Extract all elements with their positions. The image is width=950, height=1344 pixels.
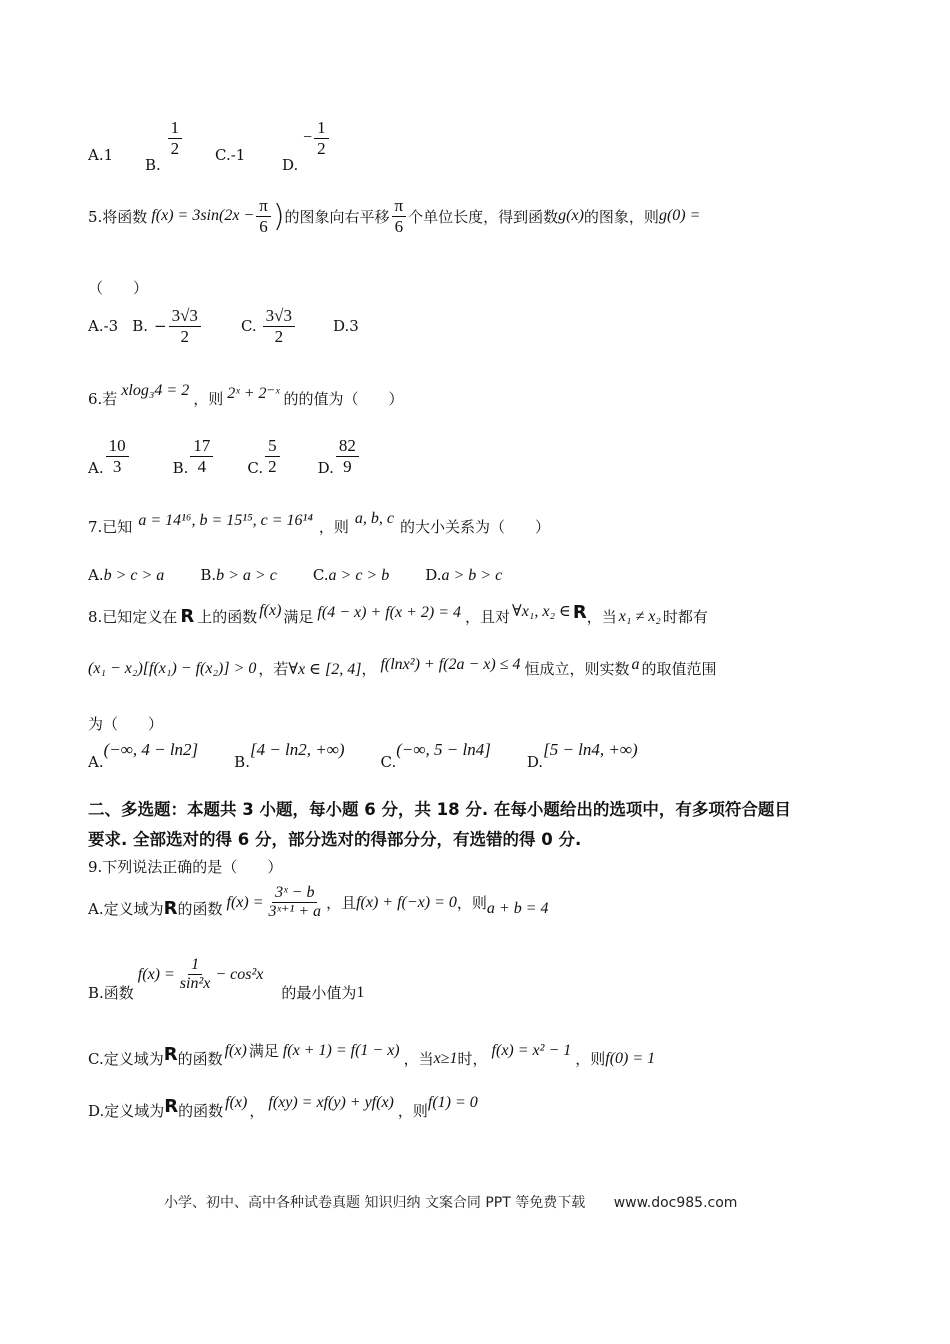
- q7-options: A.b > c > a B.b > a > c C.a > c > b D.a > b > c: [88, 566, 503, 584]
- q8-options: A. (−∞, 4 − ln2] B. [4 − ln2, +∞) C. (−∞, 5 − ln4] D. [5 − ln4, +∞): [88, 740, 638, 771]
- footer-url[interactable]: www.doc985.com: [613, 1195, 738, 1211]
- q4-option-d: D. − $\frac{1}{2}$: [282, 118, 331, 158]
- question-8-line2: (x₁ − x₂)[f(x₁) − f(x₂)] > 0 ，若 ∀x ∈ [2, 4] ， f(lnx²) + f(2a − x) ≤ 4 恒成立，则实数 a 的取值范围: [88, 655, 717, 678]
- q5-options: A.-3 B. − $\frac{3√3}{2}$ C. $\frac{3√3}{2}$ D.3: [88, 306, 359, 346]
- q6-option-b: B. $\frac{17}{4}$: [173, 436, 216, 476]
- q9-option-d: D.定义域为 R 的函数 f(x) ， f(xy) = xf(y) + yf(x) ，则 f(1) = 0: [88, 1093, 478, 1120]
- q4-option-a: A.1: [88, 146, 114, 164]
- q6-option-a: A. $\frac{10}{3}$: [88, 436, 131, 476]
- q4-option-b: B. $\frac{1}{2}$: [145, 118, 184, 158]
- footer-text: 小学、初中、高中各种试卷真题 知识归纳 文案合同 PPT 等免费下载: [164, 1195, 586, 1211]
- q5-paren: （ ）: [88, 279, 149, 297]
- q4-option-c: C.-1: [215, 146, 246, 164]
- question-9-title: 9.下列说法正确的是（ ）: [88, 858, 283, 876]
- question-7: 7.已知 a = 14¹⁶, b = 15¹⁵, c = 16¹⁴ ，则 a, b, c 的大小关系为（ ）: [88, 509, 551, 536]
- q9-option-c: C.定义域为 R 的函数 f(x) 满足 f(x + 1) = f(1 − x) ，当 x≥1 时， f(x) = x² − 1 ，则 f(0) = 1: [88, 1041, 656, 1068]
- q6-options: [88, 436, 361, 476]
- q6-option-d: D. $\frac{82}{9}$: [318, 436, 361, 476]
- question-6: 6.若 xlog₃4 = 2 ，则 2ˣ + 2⁻ˣ 的的值为（ ）: [88, 381, 404, 408]
- q6-option-c: C. $\frac{5}{2}$: [247, 436, 281, 476]
- question-8-line3: 为（ ）: [88, 715, 164, 733]
- footer: [164, 1192, 737, 1212]
- section-2-heading-line2: 要求. 全部选对的得 6 分，部分选对的得部分分，有选错的得 0 分.: [88, 830, 582, 849]
- question-8-line1: 8.已知定义在 R 上的函数 f(x) 满足 f(4 − x) + f(x + 2) = 4 ，且对 ∀x₁, x₂ ∈ R ，当 x₁ ≠ x₂ 时都有: [88, 601, 708, 627]
- section-2-heading-line1: 二、多选题：本题共 3 小题，每小题 6 分，共 18 分. 在每小题给出的选项中，有多项符合题目: [88, 800, 791, 819]
- q9-option-b: B.函数 f(x) = $\frac{1}{\text{sin²x}}$ − cos²x 的最小值为 1: [88, 956, 365, 1003]
- q9-option-a: A.定义域为 R 的函数 f(x) = $\frac{\text{3ˣ − b}}{\text{3ˣ⁺¹ + a}}$ ，且 f(x) + f(−x) = 0 ，则 a + b = 4: [88, 884, 549, 921]
- question-5: 5.将函数 f(x) = 3sin(2x − $\frac{\pi}{6}$ ) 的图象向右平移 $\frac{\pi}{6}$ 个单位长度，得到函数 g(x) 的图象，则 g(0) =: [88, 196, 701, 236]
